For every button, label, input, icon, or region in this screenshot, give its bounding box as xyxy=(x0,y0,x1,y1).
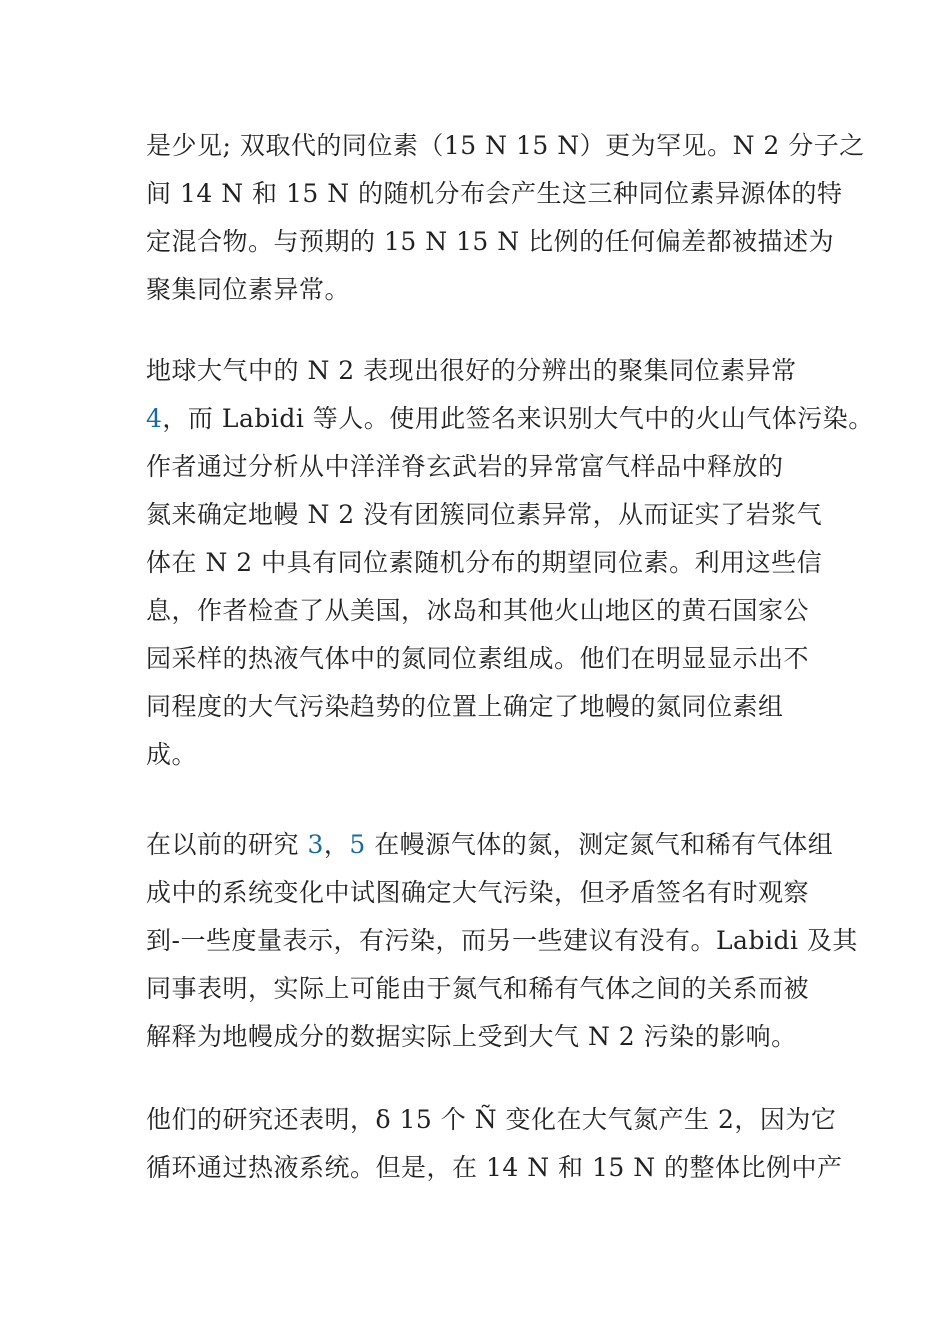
text-line: 他们的研究还表明，δ 15 个 Ñ 变化在大气氮产生 2，因为它 xyxy=(146,1105,837,1134)
citation-link[interactable]: 5 xyxy=(349,830,366,859)
text-line: 氮来确定地幔 N 2 没有团簇同位素异常，从而证实了岩浆气 xyxy=(146,500,823,529)
text-line: 是少见; 双取代的同位素（15 N 15 N）更为罕见。N 2 分子之 xyxy=(146,131,865,160)
text-line: 聚集同位素异常。 xyxy=(146,275,351,304)
text-line: 间 14 N 和 15 N 的随机分布会产生这三种同位素异源体的特 xyxy=(146,179,843,208)
text-line: 体在 N 2 中具有同位素随机分布的期望同位素。利用这些信 xyxy=(146,548,823,577)
text-segment: ，而 Labidi 等人。使用此签名来识别大气中的火山气体污染。 xyxy=(162,404,874,433)
text-line: 成。 xyxy=(146,740,198,769)
text-line: 解释为地幔成分的数据实际上受到大气 N 2 污染的影响。 xyxy=(146,1022,797,1051)
text-segment: ， xyxy=(323,830,350,859)
text-line: 循环通过热液系统。但是，在 14 N 和 15 N 的整体比例中产 xyxy=(146,1153,843,1182)
text-line: 到-一些度量表示，有污染，而另一些建议有没有。Labidi 及其 xyxy=(146,926,858,955)
citation-link[interactable]: 4 xyxy=(146,404,163,433)
text-line: 地球大气中的 N 2 表现出很好的分辨出的聚集同位素异常 xyxy=(146,356,797,385)
text-segment: 在幔源气体的氮，测定氮气和稀有气体组 xyxy=(365,830,834,859)
text-line: 同事表明，实际上可能由于氮气和稀有气体之间的关系而被 xyxy=(146,974,810,1003)
text-line: 同程度的大气污染趋势的位置上确定了地幔的氮同位素组 xyxy=(146,692,784,721)
text-line: 园采样的热液气体中的氮同位素组成。他们在明显显示出不 xyxy=(146,644,810,673)
text-line: 成中的系统变化中试图确定大气污染，但矛盾签名有时观察 xyxy=(146,878,810,907)
text-segment: 在以前的研究 xyxy=(146,830,308,859)
text-line xyxy=(146,404,874,434)
text-line: 定混合物。与预期的 15 N 15 N 比例的任何偏差都被描述为 xyxy=(146,227,835,256)
citation-link[interactable]: 3 xyxy=(307,830,324,859)
text-line: 息，作者检查了从美国，冰岛和其他火山地区的黄石国家公 xyxy=(146,596,810,625)
text-line xyxy=(146,830,833,860)
text-line: 作者通过分析从中洋洋脊玄武岩的异常富气样品中释放的 xyxy=(146,452,784,481)
